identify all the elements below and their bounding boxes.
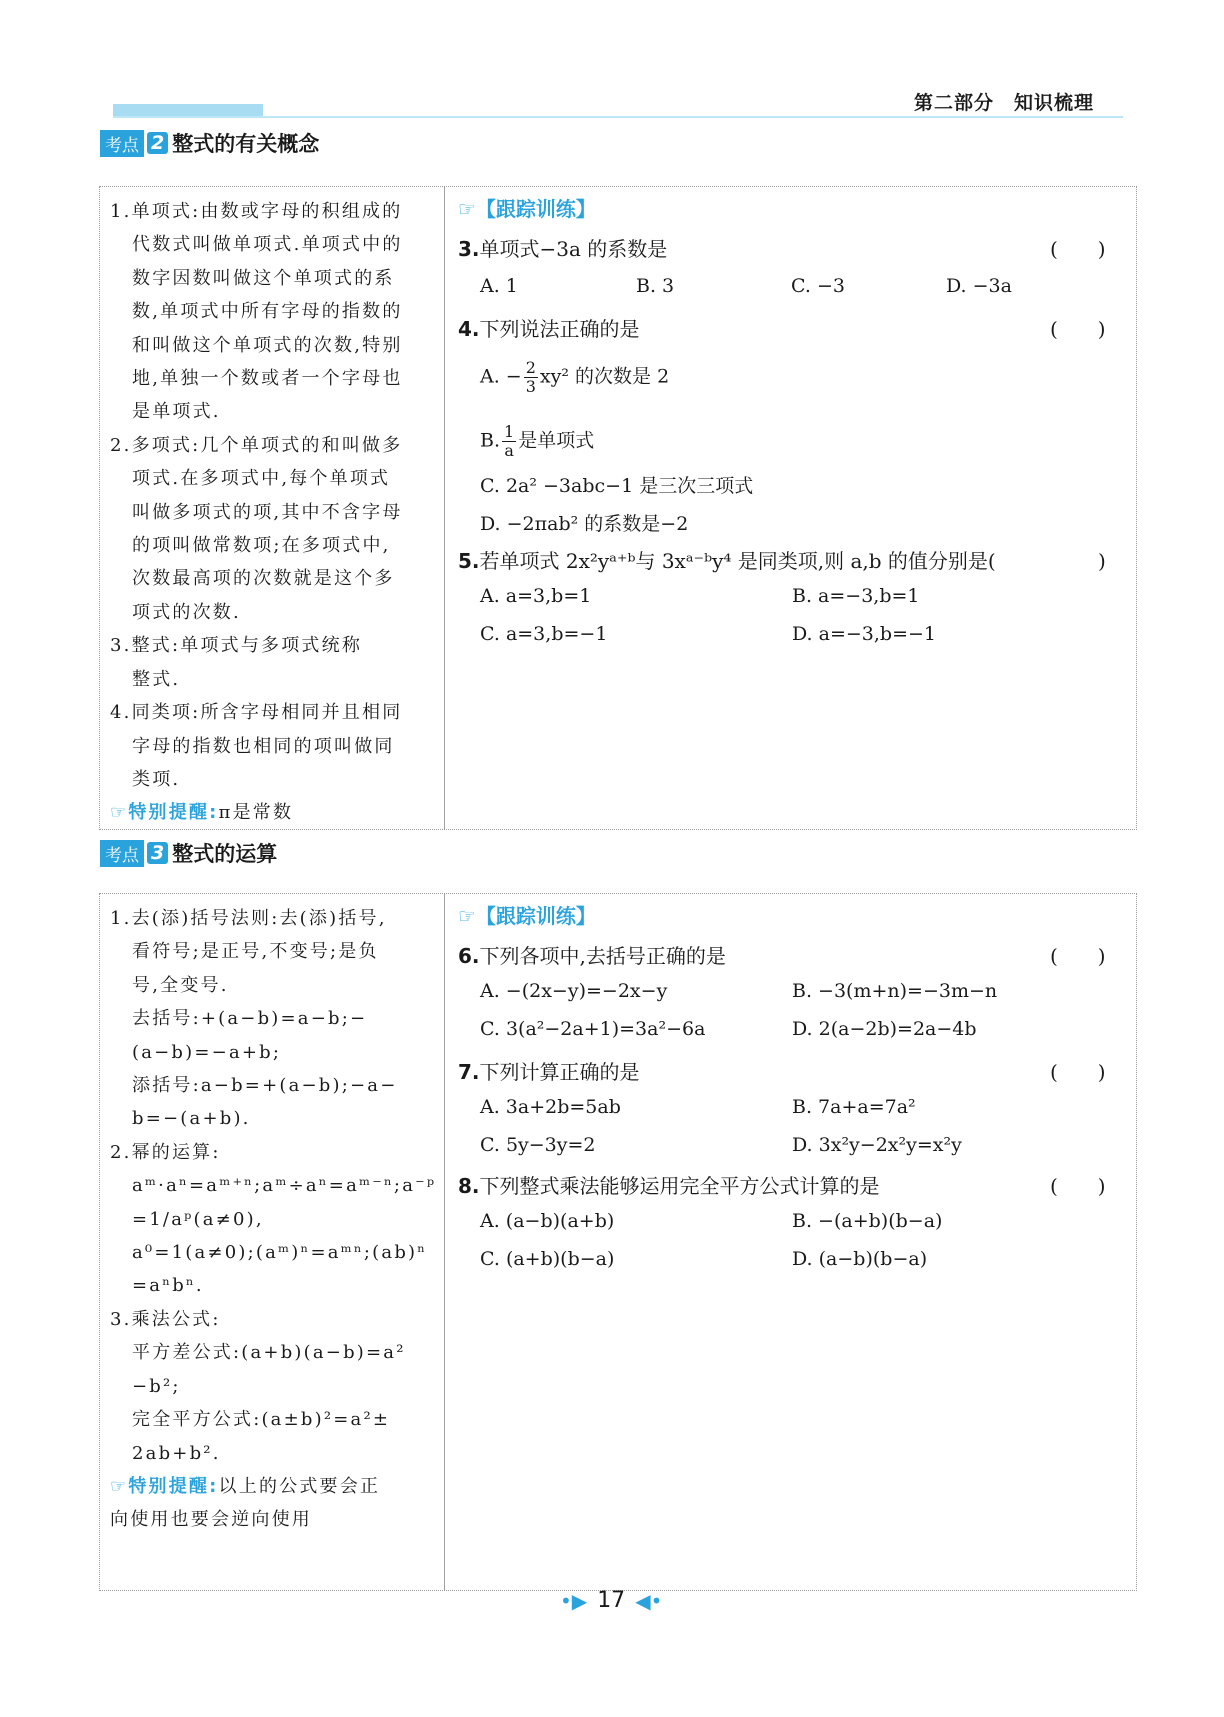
- question-text: 单项式−3a 的系数是: [479, 237, 668, 261]
- tracking-practice-heading: ☞【跟踪训练】: [458, 197, 596, 221]
- option-b: B. −(a+b)(b−a): [792, 1210, 943, 1232]
- denominator: a: [504, 441, 514, 460]
- denominator: 3: [525, 377, 536, 396]
- option-a: A. (a−b)(a+b): [480, 1210, 615, 1232]
- option-suffix: xy² 的次数是 2: [539, 365, 670, 388]
- concept-line: 2.幂的运算:: [110, 1141, 221, 1163]
- concept-line: 1.去(添)括号法则:去(添)括号,: [110, 908, 387, 929]
- section-3-box: [99, 893, 1137, 1591]
- concept-column: [100, 187, 445, 829]
- concept-line: 是单项式.: [132, 401, 221, 423]
- question-7: [458, 1056, 640, 1085]
- concept-line: 添括号:a−b=+(a−b);−a−: [132, 1075, 398, 1097]
- special-note-continued: 向使用也要会逆向使用: [110, 1509, 312, 1531]
- concept-line: aᵐ·aⁿ=aᵐ⁺ⁿ;aᵐ÷aⁿ=aᵐ⁻ⁿ;a⁻ᵖ: [132, 1175, 437, 1197]
- special-note: [110, 796, 435, 829]
- note-icon: ☞: [110, 802, 129, 824]
- answer-bracket: ( ): [1050, 1060, 1106, 1084]
- concept-line: 的项叫做常数项;在多项式中,: [132, 535, 391, 557]
- option-suffix: 是单项式: [518, 429, 595, 452]
- concept-line: 4.同类项:所含字母相同并且相同: [110, 702, 403, 724]
- concept-line: 数字因数叫做这个单项式的系: [132, 267, 395, 289]
- option-c: C. a=3,b=−1: [480, 623, 608, 645]
- section-heading-3: [100, 838, 277, 868]
- right-arrow-icon: •▶: [560, 1588, 588, 1613]
- fraction: [502, 423, 516, 460]
- option-a: A. 3a+2b=5ab: [480, 1096, 621, 1118]
- concept-line: b=−(a+b).: [132, 1108, 251, 1130]
- option-d: D. −2πab² 的系数是−2: [480, 513, 689, 535]
- question-number: 4.: [458, 317, 480, 341]
- question-number: 5.: [458, 549, 480, 573]
- option-c: C. 2a² −3abc−1 是三次三项式: [480, 475, 754, 497]
- answer-bracket: ( ): [1050, 944, 1106, 968]
- question-number: 7.: [458, 1060, 480, 1084]
- question-text: 下列计算正确的是: [479, 1060, 640, 1084]
- question-number: 8.: [458, 1174, 480, 1198]
- option-a: A. −(2x−y)=−2x−y: [480, 980, 668, 1002]
- option-c: C. −3: [791, 275, 845, 297]
- option-d: D. 2(a−2b)=2a−4b: [792, 1018, 977, 1040]
- concept-line: 号,全变号.: [132, 974, 229, 996]
- concept-line: 1.单项式:由数或字母的积组成的: [110, 201, 403, 222]
- exercise-column: [446, 894, 1136, 1590]
- section-title: 整式的运算: [172, 842, 278, 866]
- special-note-text: π是常数: [218, 802, 294, 824]
- concept-line: 项式的次数.: [132, 601, 241, 623]
- concept-line: 次数最高项的次数就是这个多: [132, 568, 395, 590]
- concept-line: −b²;: [132, 1375, 181, 1397]
- question-text: 下列各项中,去括号正确的是: [479, 944, 726, 968]
- option-d: D. a=−3,b=−1: [792, 623, 937, 645]
- concept-line: 地,单独一个数或者一个字母也: [132, 368, 403, 390]
- question-3: [458, 233, 667, 262]
- concept-line: 代数式叫做单项式.单项式中的: [132, 234, 403, 256]
- answer-bracket: ( ): [1050, 237, 1106, 261]
- option-b: B. −3(m+n)=−3m−n: [792, 980, 998, 1002]
- option-b: B. 7a+a=7a²: [792, 1096, 916, 1118]
- concept-line: 3.整式:单项式与多项式统称: [110, 635, 363, 657]
- option-b: B. a=−3,b=1: [792, 585, 920, 607]
- section-heading-2: [100, 128, 319, 158]
- answer-bracket: ): [1058, 549, 1106, 573]
- concept-line: (a−b)=−a+b;: [132, 1041, 282, 1063]
- note-icon: ☞: [110, 1475, 129, 1497]
- concept-line: 2.多项式:几个单项式的和叫做多: [110, 434, 403, 456]
- concept-line: 看符号;是正号,不变号;是负: [132, 941, 379, 963]
- question-number: 3.: [458, 237, 480, 261]
- option-prefix: A. −: [480, 365, 522, 388]
- left-arrow-icon: ◀•: [635, 1588, 663, 1613]
- question-number: 6.: [458, 944, 480, 968]
- concept-text: [110, 195, 435, 830]
- question-text: 若单项式 2x²yᵃ⁺ᵇ与 3xᵃ⁻ᵇy⁴ 是同类项,则 a,b 的值分别是(: [479, 549, 996, 573]
- concept-line: a⁰=1(a≠0);(aᵐ)ⁿ=aᵐⁿ;(ab)ⁿ: [132, 1242, 428, 1264]
- option-c: C. (a+b)(b−a): [480, 1248, 615, 1270]
- option-b: B. 3: [636, 275, 675, 297]
- option-d: D. 3x²y−2x²y=x²y: [792, 1134, 962, 1156]
- section-number: 2: [147, 132, 168, 154]
- special-note-text: 以上的公式要会正: [218, 1475, 381, 1497]
- concept-line: 2ab+b².: [132, 1442, 221, 1464]
- section-tag: 考点: [100, 840, 144, 867]
- section-tag: 考点: [100, 130, 144, 157]
- concept-line: 3.乘法公式:: [110, 1308, 221, 1330]
- option-c: C. 5y−3y=2: [480, 1134, 596, 1156]
- concept-line: =1/aᵖ(a≠0),: [132, 1208, 264, 1230]
- concept-line: 完全平方公式:(a±b)²=a²±: [132, 1409, 391, 1431]
- question-text: 下列整式乘法能够运用完全平方公式计算的是: [479, 1174, 880, 1198]
- question-6: [458, 940, 726, 969]
- concept-line: 整式.: [132, 668, 181, 690]
- page-header-title: 第二部分 知识梳理: [913, 92, 1094, 114]
- concept-line: 类项.: [132, 768, 181, 790]
- page-number: 17: [597, 1588, 626, 1613]
- special-note-label: 特别提醒:: [128, 802, 219, 824]
- exercise-column: [446, 187, 1136, 829]
- concept-line: 叫做多项式的项,其中不含字母: [132, 501, 403, 523]
- section-title: 整式的有关概念: [172, 132, 320, 156]
- header-rule: [113, 116, 1123, 118]
- option-a: A. a=3,b=1: [480, 585, 592, 607]
- concept-column: [100, 894, 445, 1590]
- answer-bracket: ( ): [1050, 317, 1106, 341]
- option-d: D. (a−b)(b−a): [792, 1248, 928, 1270]
- fraction: [524, 359, 538, 396]
- tracking-practice-heading: ☞【跟踪训练】: [458, 904, 596, 928]
- special-note-label: 特别提醒:: [128, 1475, 219, 1497]
- question-text: 下列说法正确的是: [479, 317, 640, 341]
- concept-line: 平方差公式:(a+b)(a−b)=a²: [132, 1342, 406, 1364]
- option-d: D. −3a: [946, 275, 1012, 297]
- option-prefix: B.: [480, 429, 501, 452]
- concept-line: 去括号:+(a−b)=a−b;−: [132, 1008, 368, 1030]
- page-number-footer: [560, 1588, 662, 1613]
- special-note: [110, 1470, 435, 1503]
- concept-line: 和叫做这个单项式的次数,特别: [132, 334, 403, 356]
- question-4: [458, 313, 640, 342]
- option-b: [480, 423, 594, 460]
- question-5: [458, 545, 996, 574]
- section-number: 3: [147, 842, 168, 864]
- numerator: 1: [504, 422, 515, 441]
- option-c: C. 3(a²−2a+1)=3a²−6a: [480, 1018, 706, 1040]
- concept-line: =aⁿbⁿ.: [132, 1275, 204, 1297]
- option-a: [480, 359, 669, 396]
- section-2-box: [99, 186, 1137, 830]
- option-a: A. 1: [480, 275, 518, 297]
- question-8: [458, 1170, 880, 1199]
- concept-text: [110, 902, 435, 1537]
- concept-line: 项式.在多项式中,每个单项式: [132, 468, 391, 490]
- answer-bracket: ( ): [1050, 1174, 1106, 1198]
- numerator: 2: [525, 358, 536, 377]
- concept-line: 数,单项式中所有字母的指数的: [132, 301, 403, 323]
- concept-line: 字母的指数也相同的项叫做同: [132, 735, 395, 757]
